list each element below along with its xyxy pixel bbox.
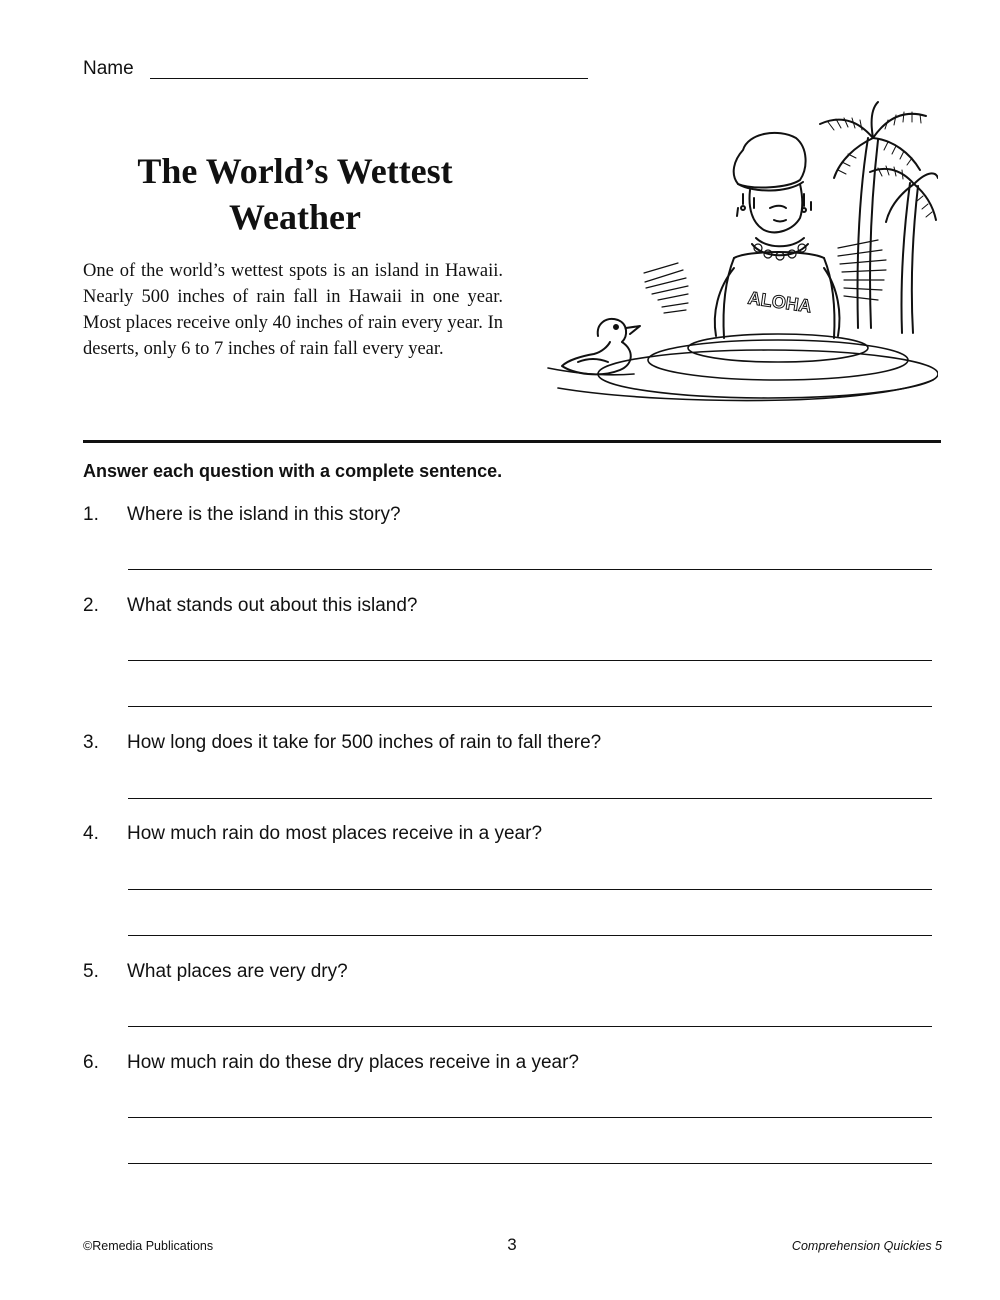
question-number: 4. <box>83 823 99 844</box>
answer-line-q5[interactable] <box>128 1026 932 1027</box>
question-number: 3. <box>83 732 99 753</box>
answer-line-q6-a[interactable] <box>128 1117 932 1118</box>
name-label: Name <box>83 58 134 79</box>
answer-line-q4-a[interactable] <box>128 889 932 890</box>
story-title <box>100 148 490 240</box>
answer-line-q4-b[interactable] <box>128 935 932 936</box>
question-text: How much rain do most places receive in a year? <box>127 823 543 844</box>
story-title-line-1: The World’s Wettest <box>137 151 453 191</box>
question-text: How long does it take for 500 inches of rain to fall there? <box>127 732 602 753</box>
footer-book-title: Comprehension Quickies 5 <box>791 1239 942 1253</box>
answer-line-q2-b[interactable] <box>128 706 932 707</box>
answer-line-q3[interactable] <box>128 798 932 799</box>
duck-icon <box>562 319 640 374</box>
footer-publisher: ©Remedia Publications <box>83 1239 214 1253</box>
question-text: What places are very dry? <box>127 961 348 982</box>
name-answer-line[interactable] <box>150 78 588 79</box>
story-passage: One of the world’s wettest spots is an island in Hawaii. Nearly 500 inches of rain fall in Hawaii in one year. Most places receive only 40 inches of rain every year. In deserts, only 6 to 7 inches of rain fall every year. <box>83 261 503 359</box>
answer-line-q1[interactable] <box>128 569 932 570</box>
story-title-line-2: Weather <box>229 197 361 237</box>
question-text: What stands out about this island? <box>127 595 418 616</box>
question-number: 6. <box>83 1052 99 1073</box>
flooded-person-illustration <box>538 98 938 408</box>
footer-page-number: 3 <box>507 1235 517 1254</box>
question-text: Where is the island in this story? <box>127 504 401 525</box>
question-number: 1. <box>83 504 99 525</box>
question-text: How much rain do these dry places receive in a year? <box>127 1052 580 1073</box>
shirt-text: ALOHA <box>746 287 813 317</box>
water-ripples <box>548 334 938 401</box>
question-number: 2. <box>83 595 99 616</box>
worksheet-instructions: Answer each question with a complete sentence. <box>83 461 503 481</box>
section-divider <box>83 440 941 443</box>
answer-line-q6-b[interactable] <box>128 1163 932 1164</box>
question-number: 5. <box>83 961 99 982</box>
answer-line-q2-a[interactable] <box>128 660 932 661</box>
